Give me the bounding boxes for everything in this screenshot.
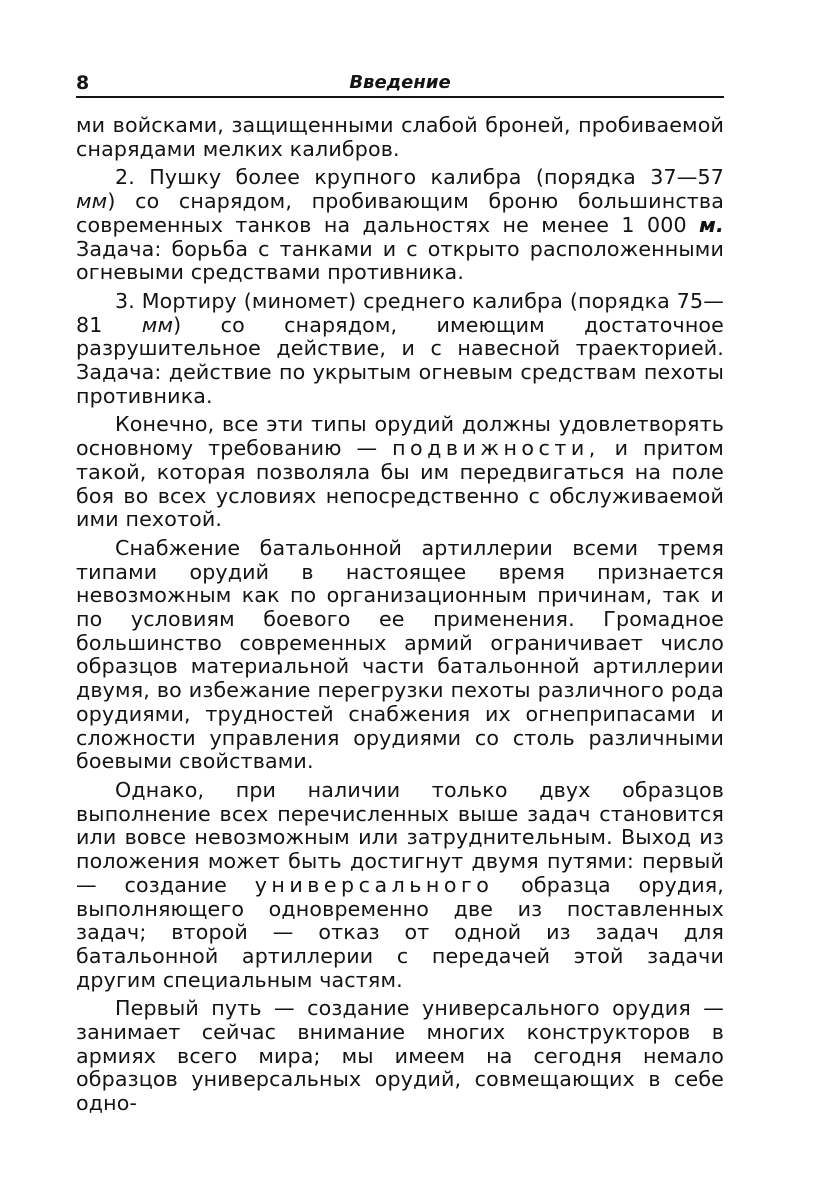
paragraph-text: Однако, при наличии только двух образцов выполнение всех перечисленных выше задач становится или вовсе невозможным или затруднительным. Выход из положения может быть достигнут двумя путями: первый — создание — [76, 777, 724, 897]
book-page — [76, 70, 724, 1116]
unit-m: м. — [699, 212, 724, 237]
paragraph-universal-gun: Первый путь — создание универсального орудия — занимает сейчас внимание многих конструкторов в армиях всего мира; мы имеем на сегодня немало образцов универсальных орудий, совмещающих в себе одно- — [76, 996, 724, 1116]
paragraph-supply: Снабжение батальонной артиллерии всеми тремя типами орудий в настоящее время признается невозможным как по организационным причинам, так и по условиям боевого ее применения. Громадное большинство современных армий ограничивает число образцов материальной части батальонной артиллерии двумя, во избежание перегрузки пехоты различного рода орудиями, трудностей снабжения их огнеприпасами и сложности управления орудиями со столь различными боевыми свойствами. — [76, 535, 724, 774]
paragraph-text: и притом такой, которая позволяла бы им передвигаться на поле боя во всех условиях непосредственно с обслуживаемой ими пехотой. — [76, 436, 724, 532]
paragraph-item-2 — [76, 166, 724, 285]
unit-mm: мм — [141, 312, 174, 337]
paragraph-two-paths — [76, 779, 724, 992]
emphasis-spaced: подвижности, — [392, 436, 600, 461]
paragraph-text: ) со снарядом, имеющим достаточное разрушительное действие, и с навесной траекторией. Задача: действие по укрытым огневым средствам пехоты противника. — [76, 312, 725, 408]
paragraph-mobility — [76, 413, 724, 532]
paragraph-text: ) со снарядом, пробивающим броню большинства современных танков на дальностях не менее 1 000 — [76, 189, 724, 237]
page-header — [76, 70, 724, 98]
paragraph-text: Конечно, все эти типы орудий должны удовлетворять основному требованию — — [76, 412, 724, 461]
unit-mm: мм — [76, 189, 108, 214]
emphasis-spaced: универсального — [254, 872, 494, 897]
page-number: 8 — [76, 72, 90, 94]
paragraph-item-3 — [76, 290, 724, 409]
paragraph-text: образца орудия, выполняющего одновременно две из поставленных задач; второй — отказ от одной из задач для батальонной артиллерии с передачей этой задачи другим специальным частям. — [76, 872, 724, 992]
paragraph-continuation: ми войсками, защищенными слабой броней, пробиваемой снарядами мелких калибров. — [76, 113, 724, 161]
paragraph-text: Задача: борьба с танками и с открыто расположенными огневыми средствами противника. — [76, 236, 724, 285]
paragraph-text: 3. Мортиру (миномет) среднего калибра (порядка 75—81 — [76, 288, 724, 337]
running-title: Введение — [349, 72, 451, 93]
paragraph-text: 2. Пушку более крупного калибра (порядка 37—57 — [115, 165, 724, 190]
body-text — [76, 114, 724, 1116]
